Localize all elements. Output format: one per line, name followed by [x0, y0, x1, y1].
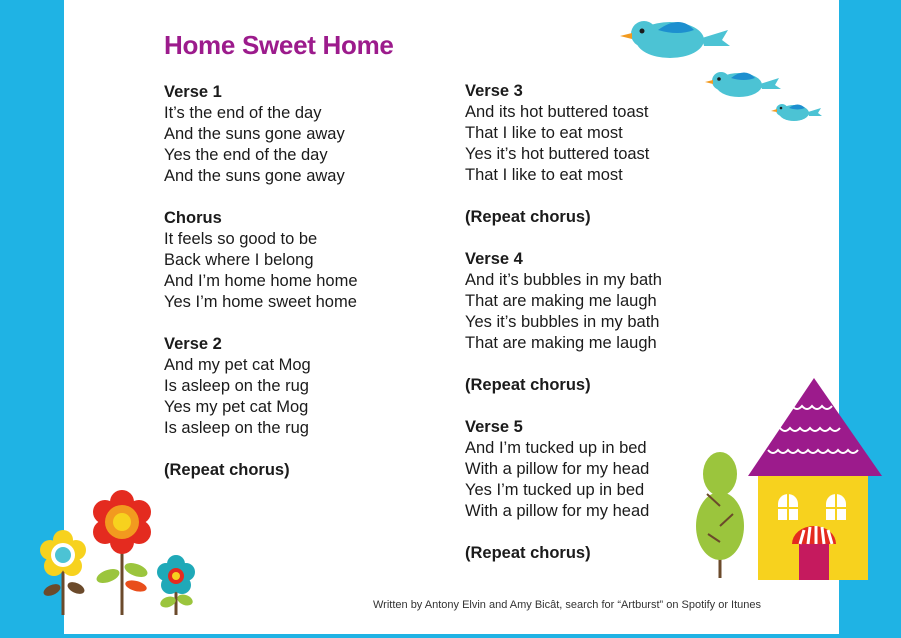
lyric-line: Yes the end of the day [164, 146, 328, 164]
lyric-line: That I like to eat most [465, 166, 623, 184]
lyric-line: And I’m home home home [164, 272, 358, 290]
lyric-line: Yes it’s bubbles in my bath [465, 313, 660, 331]
lyric-line: With a pillow for my head [465, 502, 650, 520]
window-icon [826, 494, 846, 520]
red-flower-icon [93, 490, 151, 554]
lyric-line: Yes my pet cat Mog [164, 398, 309, 416]
window-icon [778, 494, 798, 520]
lyric-line: And it’s bubbles in my bath [465, 271, 662, 289]
lyric-line: Is asleep on the rug [164, 419, 309, 437]
repeat-chorus-label: (Repeat chorus) [164, 461, 290, 479]
chorus-heading: Chorus [164, 209, 222, 227]
verse-3-heading: Verse 3 [465, 82, 523, 100]
verse-5-heading: Verse 5 [465, 418, 523, 436]
credits-text: Written by Antony Elvin and Amy Bicât, search for “Artburst” on Spotify or Itunes [373, 599, 762, 611]
verse-4-heading: Verse 4 [465, 250, 523, 268]
bottom-border [0, 634, 901, 638]
lyric-line: And the suns gone away [164, 125, 345, 143]
lyric-line: It’s the end of the day [164, 104, 322, 122]
flowers-illustration [36, 490, 196, 615]
verse-1-heading: Verse 1 [164, 83, 222, 101]
lyric-line: Yes it’s hot buttered toast [465, 145, 650, 163]
lyric-line: Back where I belong [164, 251, 314, 269]
lyric-line: And its hot buttered toast [465, 103, 649, 121]
lyric-line: That are making me laugh [465, 334, 657, 352]
lyric-line: And I’m tucked up in bed [465, 439, 647, 457]
bird-small-icon [770, 100, 822, 126]
tree-illustration [693, 446, 748, 581]
lyric-line: Yes I’m tucked up in bed [465, 481, 645, 499]
lyric-line: With a pillow for my head [465, 460, 650, 478]
verse-1 [164, 82, 444, 187]
bird-large-icon [618, 16, 738, 66]
yellow-flower-icon [40, 530, 86, 576]
teal-flower-icon [157, 555, 195, 594]
lyric-line: And my pet cat Mog [164, 356, 311, 374]
repeat-chorus-label: (Repeat chorus) [465, 544, 591, 562]
repeat-chorus-label: (Repeat chorus) [465, 376, 591, 394]
lyric-line: Is asleep on the rug [164, 377, 309, 395]
lyric-line: That are making me laugh [465, 292, 657, 310]
lyric-line: That I like to eat most [465, 124, 623, 142]
page-title: Home Sweet Home [164, 30, 394, 60]
lyrics-column-left [164, 82, 444, 502]
chorus [164, 208, 444, 313]
lyric-line: Yes I’m home sweet home [164, 293, 357, 311]
lyric-line: And the suns gone away [164, 167, 345, 185]
lyric-line: It feels so good to be [164, 230, 318, 248]
bird-medium-icon [703, 68, 783, 104]
repeat-chorus-label: (Repeat chorus) [465, 208, 591, 226]
verse-2-heading: Verse 2 [164, 335, 222, 353]
house-illustration [744, 378, 884, 582]
verse-4 [465, 249, 745, 354]
verse-2 [164, 334, 444, 439]
